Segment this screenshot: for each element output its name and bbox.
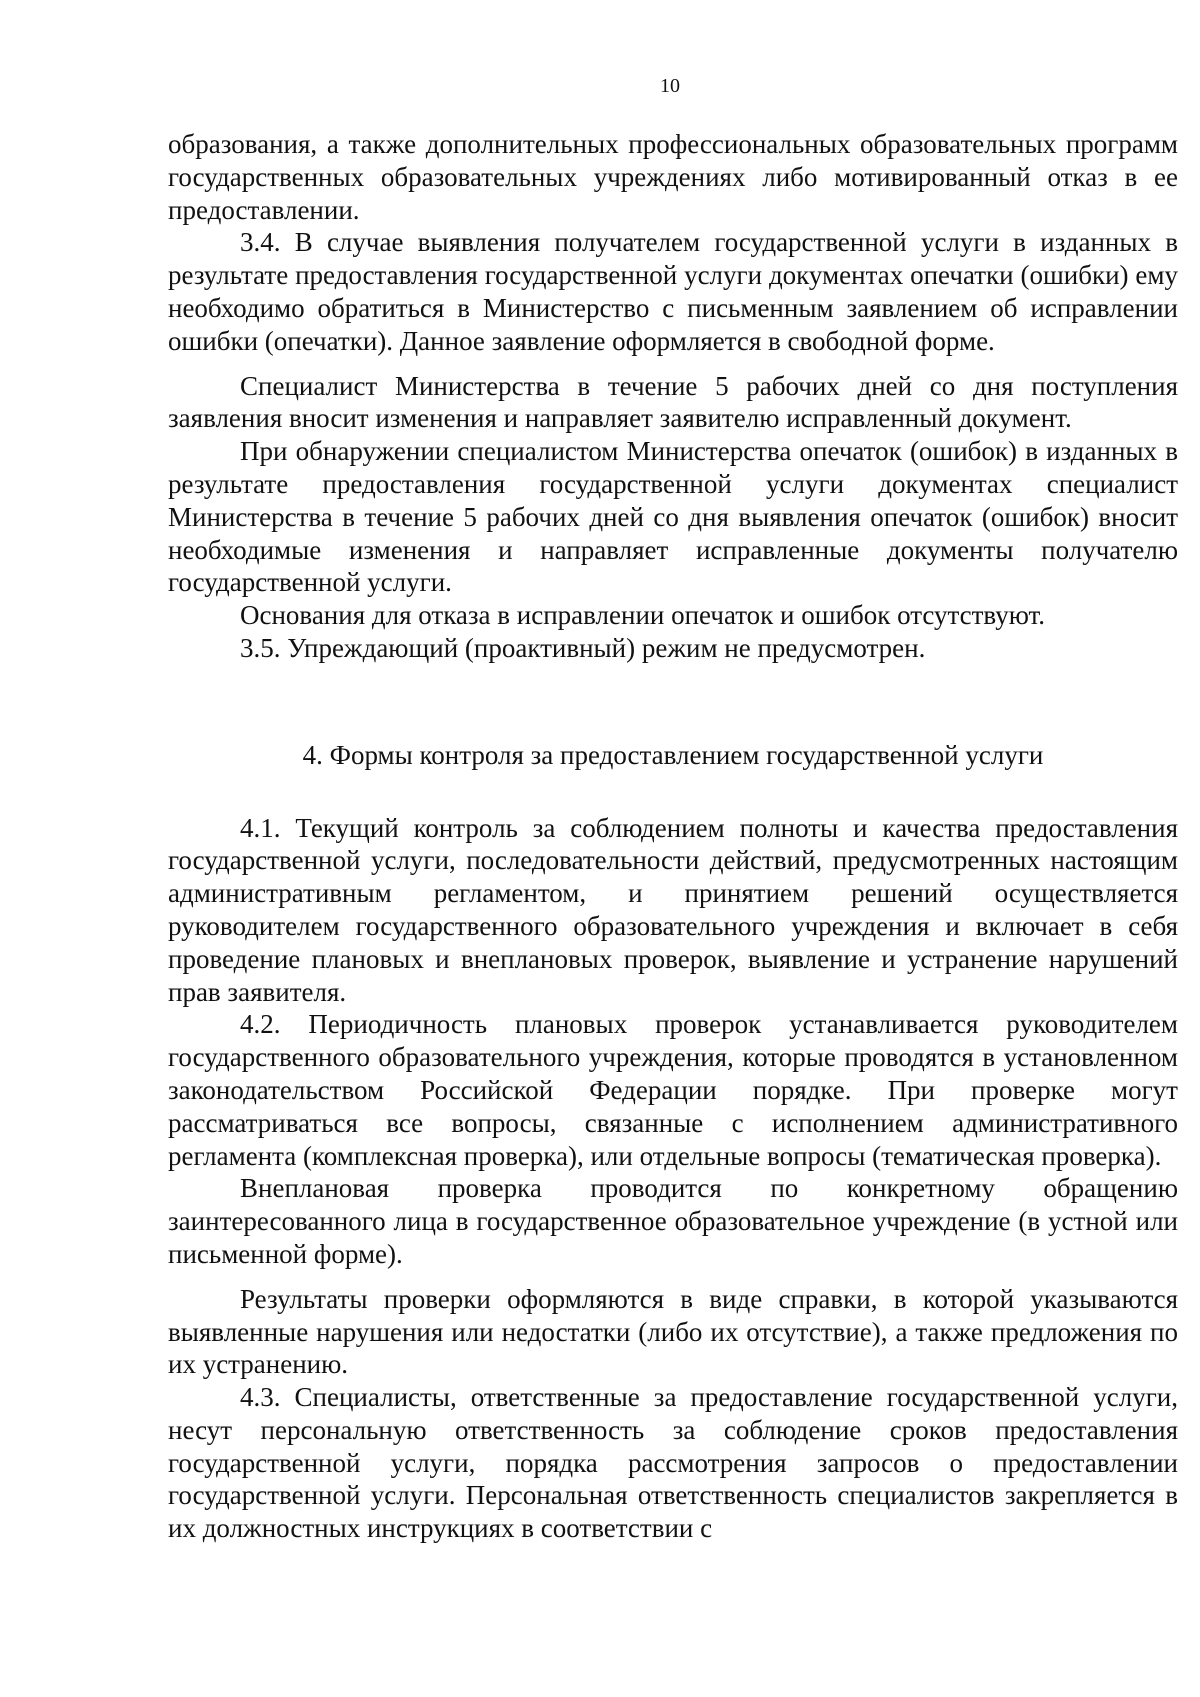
paragraph-check-results: Результаты проверки оформляются в виде справки, в которой указываются выявленные нарушения или недостатки (либо их отсутствие), а также предложения по их устранению.: [168, 1283, 1178, 1380]
paragraph-4-3: 4.3. Специалисты, ответственные за предоставление государственной услуги, несут персональную ответственность за соблюдение сроков предоставления государственной услуги, порядка рассмотрения запросов о предоставлении государственной услуги. Персональная ответственность специалистов закрепляется в их должностных инструкциях в соответствии с: [168, 1382, 1178, 1544]
section-heading-4: 4. Формы контроля за предоставлением государственной услуги: [302, 739, 1044, 770]
paragraph-3-5: 3.5. Упреждающий (проактивный) режим не предусмотрен.: [240, 632, 926, 663]
paragraph-refusal-grounds: Основания для отказа в исправлении опечаток и ошибок отсутствуют.: [240, 600, 1046, 631]
paragraph-continuation: образования, а также дополнительных профессиональных образовательных программ государственных образовательных учреждениях либо мотивированный отказ в ее предоставлении.: [168, 129, 1178, 225]
paragraph-3-4: 3.4. В случае выявления получателем государственной услуги в изданных в результате предоставления государственной услуги документах опечатки (ошибки) ему необходимо обратиться в Министерство с письменным заявлением об исправлении ошибки (опечатки). Данное заявление оформляется в свободной форме.: [168, 227, 1178, 356]
paragraph-4-2: 4.2. Периодичность плановых проверок устанавливается руководителем государственного образовательного учреждения, которые проводятся в установленном законодательством Российской Федерации порядке. При проверке могут рассматриваться все вопросы, связанные с исполнением административного регламента (комплексная проверка), или отдельные вопросы (тематическая проверка).: [168, 1009, 1178, 1171]
paragraph-correction-term: Специалист Министерства в течение 5 рабочих дней со дня поступления заявления вносит изменения и направляет заявителю исправленный документ.: [168, 370, 1178, 434]
page-number: 10: [660, 75, 680, 97]
document-body: [168, 128, 1178, 1545]
paragraph-unscheduled-check: Внеплановая проверка проводится по конкретному обращению заинтересованного лица в государственное образовательное учреждение (в устной или письменной форме).: [168, 1173, 1178, 1269]
paragraph-specialist-detection: При обнаружении специалистом Министерства опечаток (ошибок) в изданных в результате предоставления государственной услуги документах специалист Министерства в течение 5 рабочих дней со дня выявления опечаток (ошибок) вносит необходимые изменения и направляет исправленные документы получателю государственной услуги.: [168, 436, 1178, 598]
paragraph-4-1: 4.1. Текущий контроль за соблюдением полноты и качества предоставления государственной услуги, последовательности действий, предусмотренных настоящим административным регламентом, и принятием решений осуществляется руководителем государственного образовательного учреждения и включает в себя проведение плановых и внеплановых проверок, выявление и устранение нарушений прав заявителя.: [168, 812, 1178, 1007]
